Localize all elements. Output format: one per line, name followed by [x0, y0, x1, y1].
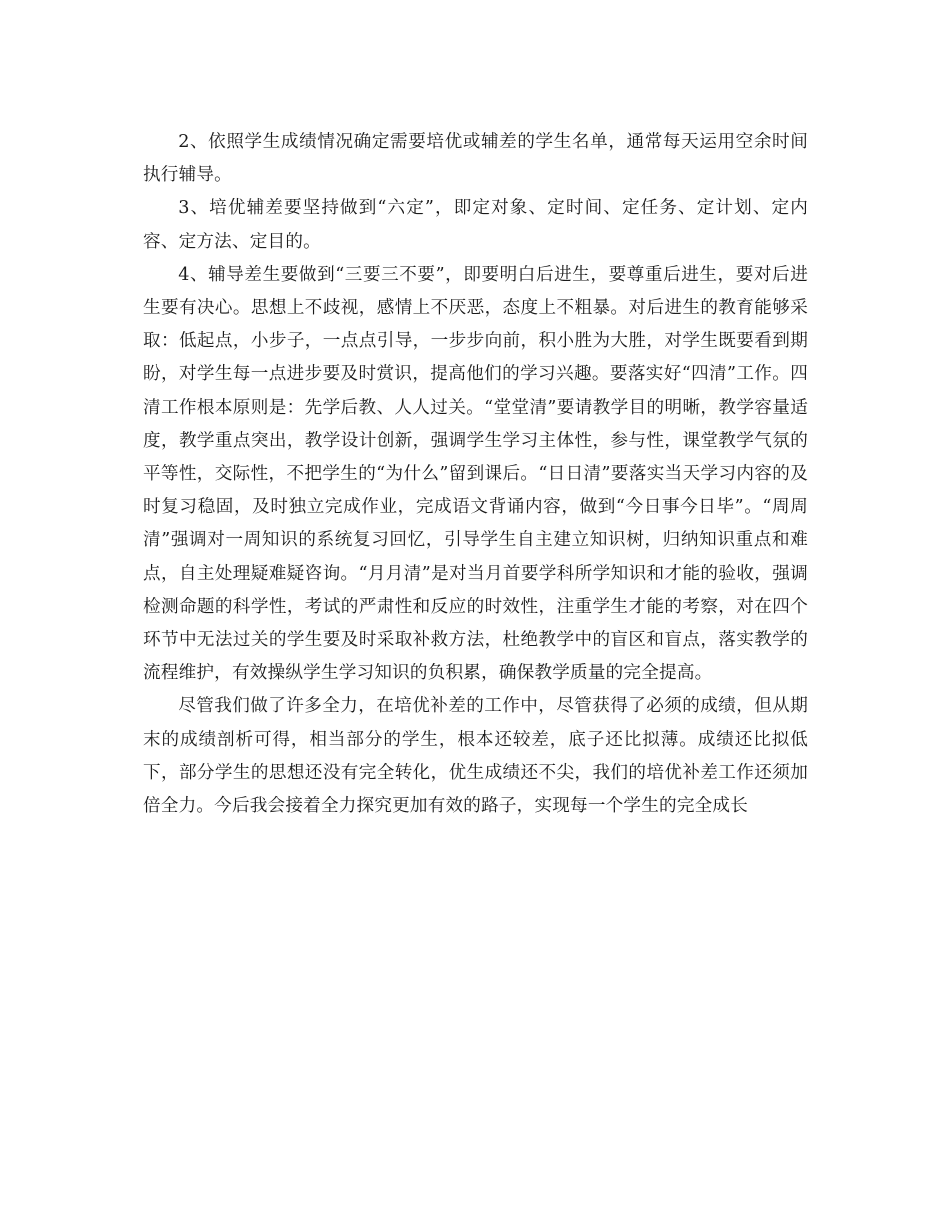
paragraph-three-dos-donts: 4、辅导差生要做到“三要三不要”，即要明白后进生，要尊重后进生，要对后进生要有决心。思想上不歧视，感情上不厌恶，态度上不粗暴。对后进生的教育能够采取：低起点，小步子，一点点引导，一步步向前，积小胜为大胜，对学生既要看到期盼，对学生每一点进步要及时赏识，提高他们的学习兴趣。要落实好“四清”工作。四清工作根本原则是：先学后教、人人过关。“堂堂清”要请教学目的明晰，教学容量适度，教学重点突出，教学设计创新，强调学生学习主体性，参与性，课堂教学气氛的平等性，交际性，不把学生的“为什么”留到课后。“日日清”要落实当天学习内容的及时复习稳固，及时独立完成作业，完成语文背诵内容，做到“今日事今日毕”。“周周清”强调对一周知识的系统复习回忆，引导学生自主建立知识树，归纳知识重点和难点，自主处理疑难疑咨询。“月月清”是对当月首要学科所学知识和才能的验收，强调检测命题的科学性，考试的严肃性和反应的时效性，注重学生才能的考察，对在四个环节中无法过关的学生要及时采取补救方法，杜绝教学中的盲区和盲点，落实教学的流程维护，有效操纵学生学习知识的负积累，确保教学质量的完全提高。	[143, 264, 808, 684]
paragraph-tutoring-list: 2、依照学生成绩情况确定需要培优或辅差的学生名单，通常每天运用空余时间执行辅导。	[143, 132, 808, 186]
paragraph-conclusion: 尽管我们做了许多全力，在培优补差的工作中，尽管获得了必须的成绩，但从期末的成绩剖析可得，相当部分的学生，根本还较差，底子还比拟薄。成绩还比拟低下，部分学生的思想还没有完全转化，优生成绩还不尖，我们的培优补差工作还须加倍全力。今后我会接着全力探究更加有效的路子，实现每一个学生的完全成长	[143, 696, 808, 817]
document-body	[143, 126, 808, 823]
paragraph-six-fixed: 3、培优辅差要坚持做到“六定”，即定对象、定时间、定任务、定计划、定内容、定方法、定目的。	[143, 198, 808, 252]
